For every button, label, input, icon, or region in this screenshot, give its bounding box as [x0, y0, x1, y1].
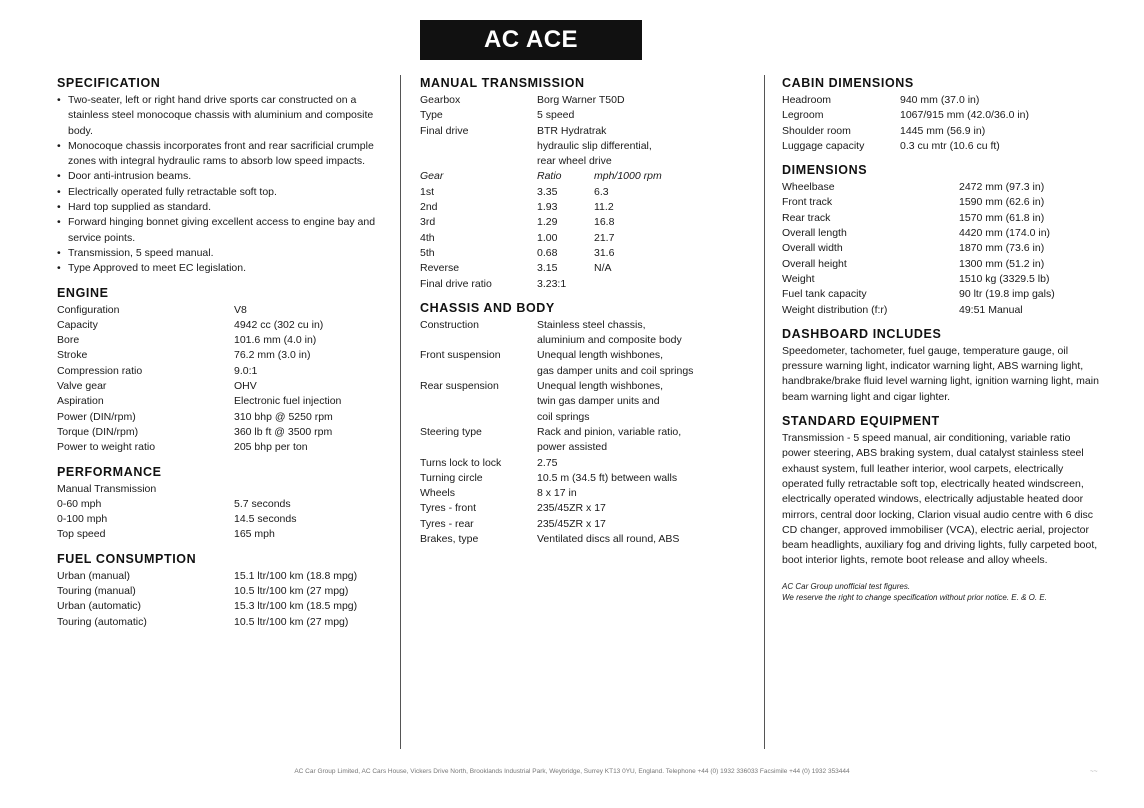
chassis-row-label	[420, 364, 537, 379]
engine-row	[57, 333, 387, 348]
specification-bullet: • Transmission, 5 speed manual.	[57, 246, 387, 261]
dimensions-row	[782, 180, 1102, 195]
chassis-row	[420, 532, 750, 547]
performance-row	[57, 497, 387, 512]
cabin-row-value: 940 mm (37.0 in)	[900, 94, 980, 106]
engine-row-value: 76.2 mm (3.0 in)	[234, 349, 311, 362]
chassis-row	[420, 517, 750, 532]
gear-ratio: 3.35	[537, 185, 558, 198]
chassis-row-label: Rear suspension	[420, 380, 499, 393]
chassis-row	[420, 379, 750, 394]
gear-mph: N/A	[594, 262, 612, 275]
engine-row	[57, 425, 387, 440]
engine-row	[57, 364, 387, 379]
specification-list	[57, 93, 387, 277]
engine-row-label: Power to weight ratio	[57, 441, 156, 454]
transmission-row-label: Gearbox	[420, 94, 461, 106]
chassis-row	[420, 471, 750, 486]
specification-bullet: • Electrically operated fully retractable soft top.	[57, 185, 387, 200]
dimensions-row-label: Overall height	[782, 257, 847, 270]
fuel-row	[57, 569, 387, 584]
cabin-table	[782, 93, 1102, 154]
engine-section	[57, 286, 387, 456]
gear-ratio: 1.93	[537, 201, 558, 214]
fuel-row-value: 10.5 ltr/100 km (27 mpg)	[234, 615, 349, 628]
transmission-row	[420, 139, 750, 154]
specification-bullet: • Forward hinging bonnet giving excellent access to engine bay and service points.	[57, 215, 387, 246]
dimensions-row	[782, 226, 1102, 241]
transmission-row	[420, 108, 750, 123]
chassis-row-label: Wheels	[420, 487, 456, 500]
engine-row-label: Torque (DIN/rpm)	[57, 425, 139, 438]
dimensions-row-value: 1570 mm (61.8 in)	[959, 211, 1045, 224]
engine-row-label: Configuration	[57, 303, 120, 316]
chassis-row-label: Construction	[420, 318, 479, 331]
gear-header-ratio: Ratio	[537, 170, 562, 183]
page-title: AC ACE	[420, 20, 642, 60]
engine-row-label: Bore	[57, 334, 80, 347]
engine-table	[57, 303, 387, 456]
engine-row	[57, 379, 387, 394]
chassis-row	[420, 364, 750, 379]
cabin-row-value: 1445 mm (56.9 in)	[900, 124, 986, 137]
chassis-table	[420, 318, 750, 547]
column-right	[782, 76, 1102, 613]
gear-ratio: 3.23:1	[537, 277, 567, 290]
chassis-row-label: Tyres - rear	[420, 517, 474, 530]
chassis-row-value: 235/45ZR x 17	[537, 517, 606, 530]
cabin-row-label: Headroom	[782, 94, 832, 106]
performance-row-label: 0-60 mph	[57, 497, 102, 510]
dashboard-heading: DASHBOARD INCLUDES	[782, 326, 942, 341]
fuel-heading: FUEL CONSUMPTION	[57, 551, 197, 566]
chassis-row-value: gas damper units and coil springs	[537, 364, 694, 377]
fuel-row-value: 15.1 ltr/100 km (18.8 mpg)	[234, 569, 358, 582]
gear-ratio: 3.15	[537, 262, 558, 275]
chassis-heading: CHASSIS AND BODY	[420, 300, 555, 315]
dimensions-row-label: Rear track	[782, 211, 831, 224]
test-figures-note: AC Car Group unofficial test figures.	[782, 581, 911, 591]
dimensions-table	[782, 180, 1102, 318]
fuel-row-value: 10.5 ltr/100 km (27 mpg)	[234, 585, 349, 598]
chassis-row-label	[420, 394, 537, 409]
chassis-row	[420, 456, 750, 471]
gear-name: 1st	[420, 185, 435, 198]
cabin-row-label: Legroom	[782, 109, 824, 122]
gear-row	[420, 200, 750, 215]
dimensions-row-value: 1510 kg (3329.5 lb)	[959, 272, 1050, 285]
chassis-row	[420, 410, 750, 425]
transmission-row-label	[420, 139, 537, 154]
gear-row	[420, 261, 750, 276]
specification-section	[57, 76, 387, 277]
gear-mph: 6.3	[594, 185, 609, 198]
dimensions-row	[782, 257, 1102, 272]
cabin-section	[782, 76, 1102, 154]
dimensions-row	[782, 195, 1102, 210]
gear-name: 5th	[420, 246, 435, 259]
gear-mph	[594, 277, 750, 292]
cabin-row-value: 1067/915 mm (42.0/36.0 in)	[900, 109, 1029, 122]
chassis-row-label: Front suspension	[420, 349, 501, 362]
dimensions-row	[782, 241, 1102, 256]
chassis-row-label: Turns lock to lock	[420, 456, 502, 469]
equipment-heading: STANDARD EQUIPMENT	[782, 414, 940, 429]
gear-mph: 11.2	[594, 201, 614, 214]
dimensions-row	[782, 272, 1102, 287]
engine-row	[57, 394, 387, 409]
chassis-row-value: 10.5 m (34.5 ft) between walls	[537, 471, 678, 484]
chassis-row-value: Ventilated discs all round, ABS	[537, 533, 680, 546]
transmission-row-label: Type	[420, 109, 443, 122]
dimensions-row-value: 1590 mm (62.6 in)	[959, 196, 1045, 209]
chassis-row-value: coil springs	[537, 410, 590, 423]
chassis-row-value: 235/45ZR x 17	[537, 502, 606, 515]
engine-row-label: Stroke	[57, 349, 88, 362]
gear-row	[420, 277, 750, 292]
engine-row-value: 360 lb ft @ 3500 rpm	[234, 425, 333, 438]
gear-mph: 21.7	[594, 231, 615, 244]
dimensions-row	[782, 211, 1102, 226]
fuel-table	[57, 569, 387, 630]
engine-row	[57, 348, 387, 363]
dashboard-section	[782, 327, 1102, 405]
specification-heading: SPECIFICATION	[57, 76, 161, 90]
chassis-row-value: Rack and pinion, variable ratio,	[537, 425, 682, 438]
chassis-row-label	[420, 440, 537, 455]
cabin-row-label: Shoulder room	[782, 124, 851, 137]
chassis-row-value: Stainless steel chassis,	[537, 318, 646, 331]
chassis-row-value: twin gas damper units and	[537, 395, 660, 408]
chassis-row-value: power assisted	[537, 441, 608, 454]
performance-row-value: 5.7 seconds	[234, 497, 291, 510]
dashboard-text: Speedometer, tachometer, fuel gauge, temperature gauge, oil pressure warning light, indicator warning light, ABS warning light, handbrake/brake fluid level warning light, ignition warning light, main beam warning light and cigar lighter.	[782, 344, 1099, 403]
specification-bullet: • Two-seater, left or right hand drive sports car constructed on a stainless steel monocoque chassis with aluminium and composite body.	[57, 93, 387, 139]
performance-row	[57, 512, 387, 527]
performance-row-value	[234, 482, 387, 497]
dimensions-row-label: Fuel tank capacity	[782, 288, 867, 301]
gear-row	[420, 215, 750, 230]
gear-header-gear: Gear	[420, 170, 444, 183]
gear-row	[420, 246, 750, 261]
dimensions-section	[782, 163, 1102, 318]
gear-name: Reverse	[420, 262, 460, 275]
gear-header-mph: mph/1000 rpm	[594, 170, 662, 183]
transmission-row-value: 5 speed	[537, 109, 575, 122]
transmission-row-label	[420, 154, 537, 169]
page-mark: ~~	[1090, 768, 1098, 775]
fuel-row	[57, 584, 387, 599]
gear-table-header	[420, 169, 750, 184]
chassis-row-value: aluminium and composite body	[537, 334, 682, 347]
engine-row-label: Capacity	[57, 318, 98, 331]
fuel-row-label: Urban (automatic)	[57, 600, 142, 613]
notes	[782, 581, 1102, 604]
cabin-row	[782, 93, 1102, 108]
gear-ratio: 1.29	[537, 216, 558, 229]
performance-row-label: Manual Transmission	[57, 482, 157, 495]
chassis-section	[420, 301, 750, 547]
transmission-row-value: rear wheel drive	[537, 155, 612, 168]
dimensions-row-value: 2472 mm (97.3 in)	[959, 181, 1045, 194]
chassis-row	[420, 425, 750, 440]
equipment-section	[782, 414, 1102, 604]
engine-row	[57, 303, 387, 318]
transmission-row-value: Borg Warner T50D	[537, 94, 625, 106]
chassis-row-label	[420, 333, 537, 348]
dimensions-row-label: Overall width	[782, 242, 843, 255]
gear-ratio: 1.00	[537, 231, 558, 244]
engine-row-value: OHV	[234, 380, 257, 393]
chassis-row-value: Unequal length wishbones,	[537, 380, 664, 393]
engine-row	[57, 410, 387, 425]
chassis-row	[420, 318, 750, 333]
dimensions-row-value: 49:51 Manual	[959, 303, 1023, 316]
dimensions-row-value: 4420 mm (174.0 in)	[959, 227, 1051, 240]
engine-row	[57, 318, 387, 333]
specification-bullet: • Door anti-intrusion beams.	[57, 169, 387, 184]
chassis-row-value: 8 x 17 in	[537, 487, 577, 500]
dimensions-row	[782, 287, 1102, 302]
fuel-section	[57, 552, 387, 630]
fuel-row	[57, 615, 387, 630]
gear-mph: 16.8	[594, 216, 615, 229]
cabin-row-value: 0.3 cu mtr (10.6 cu ft)	[900, 139, 1000, 152]
disclaimer-note: We reserve the right to change specification without prior notice. E. & O. E.	[782, 593, 1047, 603]
column-divider-right	[764, 75, 765, 749]
engine-row-value: 4942 cc (302 cu in)	[234, 318, 324, 331]
chassis-row	[420, 348, 750, 363]
dimensions-row-value: 1300 mm (51.2 in)	[959, 257, 1045, 270]
cabin-row	[782, 124, 1102, 139]
column-middle	[420, 76, 750, 556]
engine-row-value: 310 bhp @ 5250 rpm	[234, 410, 333, 423]
fuel-row-label: Touring (automatic)	[57, 615, 147, 628]
gear-name: 4th	[420, 231, 435, 244]
engine-row-label: Aspiration	[57, 395, 104, 408]
engine-row-label: Valve gear	[57, 380, 107, 393]
performance-heading: PERFORMANCE	[57, 464, 162, 479]
dimensions-row-value: 90 ltr (19.8 imp gals)	[959, 288, 1055, 301]
performance-table	[57, 482, 387, 543]
dimensions-row-label: Wheelbase	[782, 181, 835, 194]
performance-row-value: 14.5 seconds	[234, 513, 297, 526]
transmission-row	[420, 124, 750, 139]
transmission-row-label: Final drive	[420, 124, 469, 137]
fuel-row-value: 15.3 ltr/100 km (18.5 mpg)	[234, 600, 358, 613]
dimensions-row-label: Weight	[782, 272, 815, 285]
chassis-row	[420, 333, 750, 348]
cabin-row-label: Luggage capacity	[782, 139, 865, 152]
chassis-row-label: Tyres - front	[420, 502, 477, 515]
transmission-row-value: hydraulic slip differential,	[537, 139, 652, 152]
cabin-row	[782, 139, 1102, 154]
footer-address: AC Car Group Limited, AC Cars House, Vickers Drive North, Brooklands Industrial Park, Weybridge, Surrey KT13 0YU, England. Telephone +44 (0) 1932 336033 Facsimile +44 (0) 1932 353444	[294, 768, 850, 775]
fuel-row-label: Touring (manual)	[57, 585, 136, 598]
performance-row-label: 0-100 mph	[57, 513, 108, 526]
chassis-row	[420, 501, 750, 516]
dimensions-heading: DIMENSIONS	[782, 163, 868, 178]
performance-section	[57, 465, 387, 543]
performance-row-label: Top speed	[57, 528, 106, 541]
dimensions-row-value: 1870 mm (73.6 in)	[959, 242, 1045, 255]
engine-heading: ENGINE	[57, 285, 109, 300]
performance-row-value: 165 mph	[234, 528, 275, 541]
performance-row	[57, 527, 387, 542]
gear-name: 2nd	[420, 201, 438, 214]
dimensions-row-label: Weight distribution (f:r)	[782, 303, 888, 316]
specification-bullet: • Monocoque chassis incorporates front and rear sacrificial crumple zones with integral hydraulic rams to absorb low speed impacts.	[57, 139, 387, 170]
engine-row-value: Electronic fuel injection	[234, 395, 342, 408]
chassis-row-label: Brakes, type	[420, 533, 479, 546]
gear-name: 3rd	[420, 216, 436, 229]
column-left	[57, 76, 387, 639]
gear-table	[420, 185, 750, 292]
dimensions-row-label: Front track	[782, 196, 833, 209]
transmission-row	[420, 154, 750, 169]
engine-row-value: 205 bhp per ton	[234, 441, 308, 454]
transmission-section	[420, 76, 750, 292]
chassis-row	[420, 394, 750, 409]
engine-row-label: Compression ratio	[57, 364, 143, 377]
dimensions-row	[782, 303, 1102, 318]
engine-row-value: V8	[234, 303, 247, 316]
engine-row-value: 101.6 mm (4.0 in)	[234, 334, 317, 347]
chassis-row	[420, 440, 750, 455]
column-divider-left	[400, 75, 401, 749]
chassis-row	[420, 486, 750, 501]
chassis-row-label: Turning circle	[420, 471, 483, 484]
transmission-table	[420, 93, 750, 169]
engine-row-value: 9.0:1	[234, 364, 258, 377]
transmission-row-value: BTR Hydratrak	[537, 124, 607, 137]
transmission-heading: MANUAL TRANSMISSION	[420, 76, 585, 90]
transmission-row	[420, 93, 750, 108]
gear-row	[420, 231, 750, 246]
chassis-row-value: Unequal length wishbones,	[537, 349, 664, 362]
performance-row	[57, 482, 387, 497]
gear-ratio: 0.68	[537, 246, 558, 259]
engine-row	[57, 440, 387, 455]
gear-name: Final drive ratio	[420, 277, 492, 290]
specification-bullet: • Type Approved to meet EC legislation.	[57, 261, 387, 276]
chassis-row-value: 2.75	[537, 456, 558, 469]
cabin-row	[782, 108, 1102, 123]
chassis-row-label	[420, 410, 537, 425]
fuel-row-label: Urban (manual)	[57, 569, 130, 582]
chassis-row-label: Steering type	[420, 425, 482, 438]
fuel-row	[57, 599, 387, 614]
dimensions-row-label: Overall length	[782, 227, 847, 240]
specification-bullet: • Hard top supplied as standard.	[57, 200, 387, 215]
cabin-heading: CABIN DIMENSIONS	[782, 76, 914, 90]
engine-row-label: Power (DIN/rpm)	[57, 410, 136, 423]
gear-row	[420, 185, 750, 200]
equipment-text: Transmission - 5 speed manual, air conditioning, variable ratio power steering, ABS braking system, dual catalyst stainless steel exhaust system, full leather interior, wool carpets, electrically operated fully retractable soft top, electrically heated windscreen, electrically operated windows, electrically adjustable heated door mirrors, central door locking, Clarion visual audio centre with 6 disc CD changer, approved immobiliser (VCA), electric aerial, projector beam headlights, auxiliary fog and driving lights, fully carpeted boot, boot interior lights, remote boot release and alloy wheels.	[782, 432, 1098, 567]
gear-mph: 31.6	[594, 246, 615, 259]
